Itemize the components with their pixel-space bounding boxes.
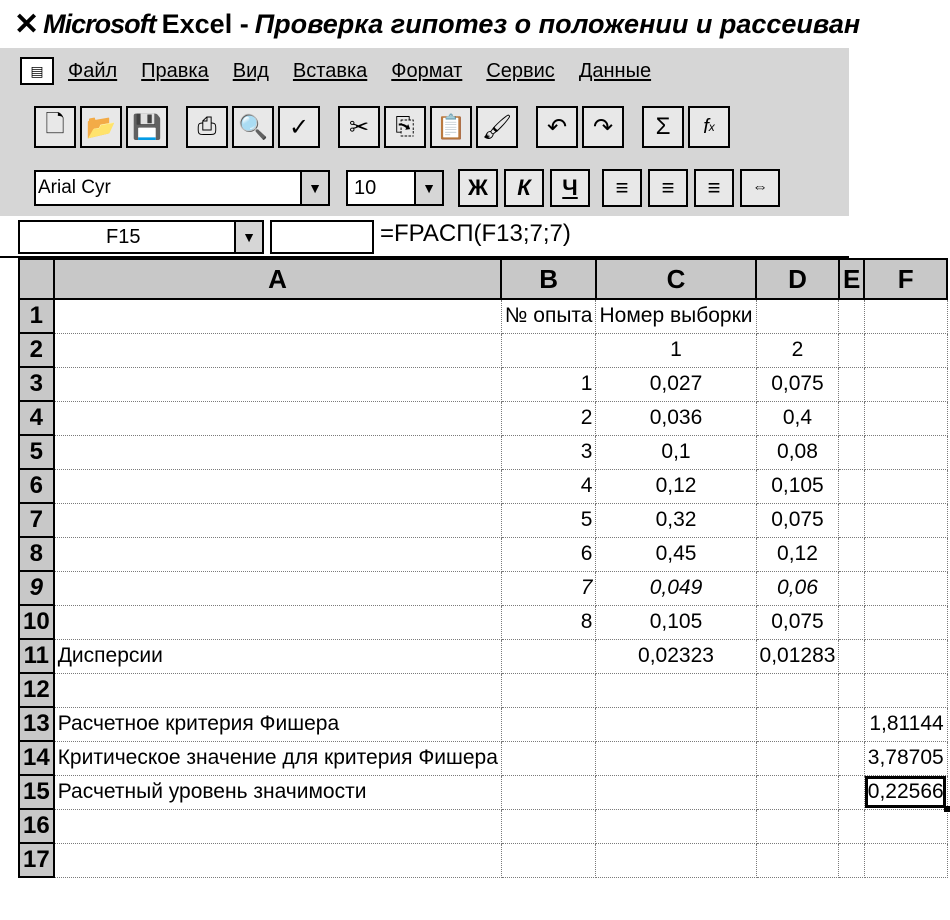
formula-bar (0, 216, 849, 258)
cell-a15[interactable]: Расчетный уровень значимости (54, 775, 502, 809)
row-header[interactable]: 8 (19, 537, 54, 571)
row-header[interactable]: 11 (19, 639, 54, 673)
workbook-icon[interactable]: ▤ (20, 57, 54, 85)
cell-c8[interactable]: 0,45 (596, 537, 756, 571)
cell-d14[interactable] (756, 741, 839, 775)
menu-format[interactable]: Формат (391, 59, 463, 82)
font-name-select[interactable] (34, 170, 330, 206)
name-box[interactable] (18, 220, 264, 254)
cell-b8[interactable]: 6 (501, 537, 596, 571)
formula-buttons-area (270, 220, 374, 254)
cell-e7[interactable] (839, 503, 864, 537)
table-row (19, 639, 947, 673)
active-cell-f15[interactable]: 0,22566 (864, 775, 947, 809)
row-header[interactable]: 1 (19, 299, 54, 333)
cell-c7[interactable]: 0,32 (596, 503, 756, 537)
cell-e3[interactable] (839, 367, 864, 401)
cell-c6[interactable]: 0,12 (596, 469, 756, 503)
cell-f14[interactable]: 3,78705 (864, 741, 947, 775)
cell-b15[interactable] (501, 775, 596, 809)
cell-d3[interactable]: 0,075 (756, 367, 839, 401)
row-header[interactable]: 4 (19, 401, 54, 435)
document-title: Проверка гипотез о положении и рассеиван (254, 8, 861, 39)
cell-e12[interactable] (839, 673, 864, 707)
cell-b3[interactable]: 1 (501, 367, 596, 401)
column-header-d[interactable]: D (756, 259, 839, 299)
merge-center-icon[interactable]: ⇔ (740, 169, 780, 207)
row-header[interactable]: 2 (19, 333, 54, 367)
cell-a5[interactable] (54, 435, 502, 469)
standard-toolbar (0, 94, 849, 160)
cell-f5[interactable] (864, 435, 947, 469)
cell-b2[interactable] (501, 333, 596, 367)
menu-edit[interactable]: Правка (141, 59, 209, 82)
formula-input[interactable]: =FPACП(F13;7;7) (380, 220, 571, 247)
table-row (19, 469, 947, 503)
cell-f16[interactable] (864, 809, 947, 843)
table-row (19, 333, 947, 367)
cell-d4[interactable]: 0,4 (756, 401, 839, 435)
align-right-icon[interactable]: ≡ (694, 169, 734, 207)
cell-d1[interactable] (756, 299, 839, 333)
cell-e9[interactable] (839, 571, 864, 605)
cell-a3[interactable] (54, 367, 502, 401)
format-painter-icon[interactable]: 🖌 (476, 106, 518, 148)
cell-b11[interactable] (501, 639, 596, 673)
cell-f2[interactable] (864, 333, 947, 367)
spelling-icon[interactable]: ✓ (278, 106, 320, 148)
row-header[interactable]: 12 (19, 673, 54, 707)
cell-e17[interactable] (839, 843, 864, 877)
cell-f13[interactable]: 1,81144 (864, 707, 947, 741)
cell-f10[interactable] (864, 605, 947, 639)
cell-c5[interactable]: 0,1 (596, 435, 756, 469)
cell-e6[interactable] (839, 469, 864, 503)
cell-c12[interactable] (596, 673, 756, 707)
cell-d5[interactable]: 0,08 (756, 435, 839, 469)
cell-e16[interactable] (839, 809, 864, 843)
cell-b16[interactable] (501, 809, 596, 843)
cell-f11[interactable] (864, 639, 947, 673)
column-header-c[interactable]: C (596, 259, 756, 299)
row-header[interactable]: 15 (19, 775, 54, 809)
chevron-down-icon[interactable]: ▼ (300, 172, 328, 204)
cell-e14[interactable] (839, 741, 864, 775)
underline-button[interactable]: Ч (550, 169, 590, 207)
row-header[interactable]: 17 (19, 843, 54, 877)
print-icon[interactable]: ⎙ (186, 106, 228, 148)
table-row (19, 741, 947, 775)
cell-c15[interactable] (596, 775, 756, 809)
table-row (19, 843, 947, 877)
table-row (19, 401, 947, 435)
table-row (19, 707, 947, 741)
row-header[interactable]: 3 (19, 367, 54, 401)
font-size-value: 10 (354, 176, 377, 199)
table-row (19, 367, 947, 401)
font-name-value: Arial Cyr (38, 177, 111, 198)
table-row (19, 775, 947, 809)
cell-c9[interactable]: 0,049 (596, 571, 756, 605)
cell-a16[interactable] (54, 809, 502, 843)
table-row (19, 605, 947, 639)
table-row (19, 571, 947, 605)
formatting-toolbar (0, 160, 849, 216)
spreadsheet-grid (18, 258, 948, 878)
new-document-icon[interactable]: 🗋 (34, 106, 76, 148)
cell-a8[interactable] (54, 537, 502, 571)
cell-a1[interactable] (54, 299, 502, 333)
cell-f17[interactable] (864, 843, 947, 877)
menu-view[interactable]: Вид (232, 59, 269, 82)
paste-icon[interactable]: 📋 (430, 106, 472, 148)
cell-d11[interactable]: 0,01283 (756, 639, 839, 673)
cell-f9[interactable] (864, 571, 947, 605)
cell-a6[interactable] (54, 469, 502, 503)
redo-icon[interactable]: ↷ (582, 106, 624, 148)
cell-a11[interactable]: Дисперсии (54, 639, 502, 673)
cell-e8[interactable] (839, 537, 864, 571)
column-header-f[interactable]: F (864, 259, 947, 299)
cell-c13[interactable] (596, 707, 756, 741)
cell-d15[interactable] (756, 775, 839, 809)
cell-c4[interactable]: 0,036 (596, 401, 756, 435)
cell-a4[interactable] (54, 401, 502, 435)
cell-reference: F15 (106, 225, 141, 248)
cell-b12[interactable] (501, 673, 596, 707)
menu-tools[interactable]: Сервис (486, 59, 555, 82)
table-row (19, 435, 947, 469)
copy-icon[interactable]: ⎘ (384, 106, 426, 148)
cell-d6[interactable]: 0,105 (756, 469, 839, 503)
row-header[interactable]: 5 (19, 435, 54, 469)
cell-d8[interactable]: 0,12 (756, 537, 839, 571)
brand-name: Microsoft (43, 8, 156, 39)
cell-e13[interactable] (839, 707, 864, 741)
cell-b4[interactable]: 2 (501, 401, 596, 435)
cell-b7[interactable]: 5 (501, 503, 596, 537)
row-header[interactable]: 10 (19, 605, 54, 639)
cell-a10[interactable] (54, 605, 502, 639)
cell-a14[interactable]: Критическое значение для критерия Фишера (54, 741, 502, 775)
cell-d12[interactable] (756, 673, 839, 707)
cell-e10[interactable] (839, 605, 864, 639)
table-row (19, 809, 947, 843)
menu-insert[interactable]: Вставка (292, 59, 368, 82)
cell-d17[interactable] (756, 843, 839, 877)
row-header[interactable]: 7 (19, 503, 54, 537)
cell-b14[interactable] (501, 741, 596, 775)
cell-d13[interactable] (756, 707, 839, 741)
table-row (19, 537, 947, 571)
save-icon[interactable]: 💾 (126, 106, 168, 148)
autosum-icon[interactable]: Σ (642, 106, 684, 148)
row-header[interactable]: 13 (19, 707, 54, 741)
select-all-corner[interactable] (19, 259, 54, 299)
font-size-select[interactable] (346, 170, 444, 206)
align-center-icon[interactable]: ≡ (648, 169, 688, 207)
cell-f7[interactable] (864, 503, 947, 537)
cell-f6[interactable] (864, 469, 947, 503)
chevron-down-icon[interactable]: ▼ (414, 172, 442, 204)
cut-icon[interactable]: ✂ (338, 106, 380, 148)
row-header[interactable]: 14 (19, 741, 54, 775)
cell-d10[interactable]: 0,075 (756, 605, 839, 639)
undo-icon[interactable]: ↶ (536, 106, 578, 148)
function-wizard-icon[interactable]: f x (688, 106, 730, 148)
menu-data[interactable]: Данные (578, 59, 652, 82)
cell-b13[interactable] (501, 707, 596, 741)
cell-f4[interactable] (864, 401, 947, 435)
table-row (19, 299, 947, 333)
cell-f8[interactable] (864, 537, 947, 571)
menu-file[interactable]: Файл (68, 59, 118, 82)
cell-e15[interactable] (839, 775, 864, 809)
cell-a12[interactable] (54, 673, 502, 707)
cell-e11[interactable] (839, 639, 864, 673)
cell-c2[interactable]: 1 (596, 333, 756, 367)
column-header-e[interactable]: E (839, 259, 864, 299)
cell-a13[interactable]: Расчетное критерия Фишера (54, 707, 502, 741)
cell-b5[interactable]: 3 (501, 435, 596, 469)
cell-c14[interactable] (596, 741, 756, 775)
cell-e2[interactable] (839, 333, 864, 367)
column-header-b[interactable]: B (501, 259, 596, 299)
table-row (19, 503, 947, 537)
cell-e5[interactable] (839, 435, 864, 469)
title-bar (0, 0, 861, 48)
cell-c10[interactable]: 0,105 (596, 605, 756, 639)
cell-d7[interactable]: 0,075 (756, 503, 839, 537)
row-header[interactable]: 9 (19, 571, 54, 605)
cell-b1[interactable]: № опыта (501, 299, 596, 333)
align-left-icon[interactable]: ≡ (602, 169, 642, 207)
cell-c17[interactable] (596, 843, 756, 877)
cell-f1[interactable] (864, 299, 947, 333)
table-row (19, 673, 947, 707)
cell-b17[interactable] (501, 843, 596, 877)
cell-d16[interactable] (756, 809, 839, 843)
italic-button[interactable]: К (504, 169, 544, 207)
cell-c3[interactable]: 0,027 (596, 367, 756, 401)
cell-b10[interactable]: 8 (501, 605, 596, 639)
column-header-a[interactable]: A (54, 259, 502, 299)
open-folder-icon[interactable]: 📂 (80, 106, 122, 148)
excel-icon: ✕ (14, 7, 40, 41)
cell-c1[interactable]: Номер выборки (596, 299, 756, 333)
cell-c16[interactable] (596, 809, 756, 843)
row-header[interactable]: 6 (19, 469, 54, 503)
cell-e4[interactable] (839, 401, 864, 435)
cell-b9[interactable]: 7 (501, 571, 596, 605)
print-preview-icon[interactable]: 🔍 (232, 106, 274, 148)
cell-a7[interactable] (54, 503, 502, 537)
cell-a2[interactable] (54, 333, 502, 367)
bold-button[interactable]: Ж (458, 169, 498, 207)
cell-d9[interactable]: 0,06 (756, 571, 839, 605)
chevron-down-icon[interactable]: ▼ (234, 222, 262, 252)
cell-b6[interactable]: 4 (501, 469, 596, 503)
cell-e1[interactable] (839, 299, 864, 333)
cell-f3[interactable] (864, 367, 947, 401)
cell-f12[interactable] (864, 673, 947, 707)
column-header-row (19, 259, 947, 299)
cell-d2[interactable]: 2 (756, 333, 839, 367)
cell-c11[interactable]: 0,02323 (596, 639, 756, 673)
app-name: Excel - (161, 8, 249, 39)
cell-a17[interactable] (54, 843, 502, 877)
menu-bar (0, 48, 849, 94)
cell-a9[interactable] (54, 571, 502, 605)
row-header[interactable]: 16 (19, 809, 54, 843)
